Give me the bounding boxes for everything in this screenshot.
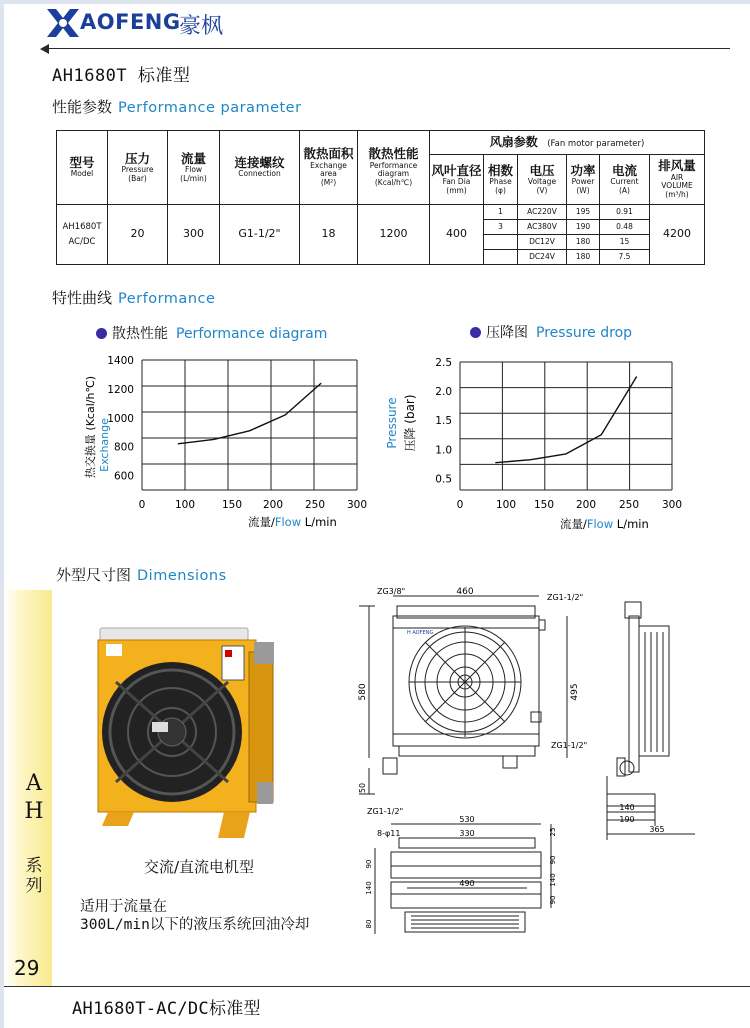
header-voltage: 电压 Voltage (V) (518, 155, 567, 205)
chart-title-cn: 散热性能 (112, 326, 168, 342)
cell-power: 190 (567, 220, 600, 235)
dim-port-top: ZG3/8" (377, 587, 406, 596)
dimension-drawing (355, 582, 695, 942)
bullet-icon (470, 327, 481, 338)
top-band (0, 0, 750, 4)
cell-power: 180 (567, 235, 600, 250)
bullet-icon (96, 328, 107, 339)
section-heading-cn: 特性曲线 (52, 289, 113, 307)
dim-90a: 90 (549, 855, 557, 865)
x-axis-label (560, 517, 649, 531)
header-rule (46, 48, 730, 49)
cell-voltage: AC380V (518, 220, 567, 235)
cell-voltage: DC12V (518, 235, 567, 250)
y-axis-label-en: Exchange (98, 418, 111, 472)
dim-port-bottom: ZG1-1/2" (367, 807, 404, 816)
cell-performance: 1200 (358, 205, 430, 265)
chart-title-en: Pressure drop (536, 325, 633, 341)
header-pressure: 压力 Pressure (Bar) (108, 131, 168, 205)
cell-power: 180 (567, 250, 600, 265)
section-heading-parameters (52, 96, 302, 117)
section-heading-en: Dimensions (137, 568, 227, 584)
cell-voltage: AC220V (518, 205, 567, 220)
chart-title-heat (96, 323, 327, 343)
dim-90l: 90 (365, 859, 373, 869)
footer-title: AH1680T-AC/DC标准型 (72, 999, 261, 1019)
dim-front-height: 495 (570, 683, 580, 701)
y-tick-label: 0.5 (435, 473, 452, 486)
cell-current: 7.5 (600, 250, 650, 265)
y-tick-label: 2.0 (435, 386, 452, 399)
section-heading-en: Performance parameter (118, 100, 302, 116)
dim-bottom: 50 (358, 782, 367, 794)
header-area: 散热面积 Exchange area (M²) (300, 131, 358, 205)
x-tick-label: 100 (495, 499, 517, 511)
dim-port-right-top: ZG1-1/2" (547, 593, 584, 602)
spec-table (56, 130, 705, 265)
dim-side-depth: 365 (649, 825, 665, 834)
dim-port-right-mid: ZG1-1/2" (551, 741, 588, 750)
cooler-product-image (94, 622, 284, 847)
series-letter-h: H (24, 799, 44, 824)
x-tick-label: 300 (346, 499, 368, 511)
dim-140: 140 (549, 873, 557, 887)
aofeng-logo-icon (44, 6, 82, 40)
series-line (495, 377, 636, 463)
x-tick-label: 100 (174, 499, 196, 511)
cell-fan-dia: 400 (430, 205, 484, 265)
cell-flow: 300 (168, 205, 220, 265)
cell-current: 0.48 (600, 220, 650, 235)
x-tick-label: 200 (575, 499, 597, 511)
header-power: 功率 Power (W) (567, 155, 600, 205)
header-phase: 相数 Phase (φ) (484, 155, 518, 205)
section-heading-dimensions (56, 564, 227, 585)
header-connection: 连接螺纹 Connection (220, 131, 300, 205)
cell-phase (484, 235, 518, 250)
x-tick-label: 250 (618, 499, 640, 511)
dim-outer-height: 580 (358, 683, 368, 701)
usage-note (80, 898, 309, 934)
dim-side-w1: 140 (619, 803, 635, 812)
section-heading-performance (52, 287, 215, 308)
x-axis-label-cn: 流量/ (560, 517, 587, 531)
y-tick-label: 800 (113, 441, 134, 454)
y-tick-label: 1.0 (435, 444, 452, 457)
y-tick-label: 1.5 (435, 415, 452, 428)
series-line (178, 383, 321, 444)
header-flow: 流量 Flow (L/min) (168, 131, 220, 205)
x-tick-label: 150 (533, 499, 555, 511)
cell-phase: 3 (484, 220, 518, 235)
y-axis-label-en: Pressure (385, 397, 399, 449)
footer-rule (4, 986, 750, 987)
y-tick-label: 1400 (107, 355, 134, 367)
x-axis-unit: L/min (613, 517, 649, 531)
header-fan-group: 风扇参数 (Fan motor parameter) (430, 131, 705, 155)
series-letter-a: A (26, 771, 42, 796)
y-tick-label: 1200 (107, 383, 134, 396)
x-axis-label-cn: 流量/ (248, 515, 275, 529)
section-heading-cn: 性能参数 (52, 98, 113, 116)
section-heading-en: Performance (118, 291, 216, 307)
header-performance: 散热性能 Performance diagram (Kcal/h℃) (358, 131, 430, 205)
cell-voltage: DC24V (518, 250, 567, 265)
usage-line-1: 适用于流量在 (80, 899, 167, 915)
header-fan-dia: 风叶直径 Fan Dia (mm) (430, 155, 484, 205)
x-axis-label (248, 515, 337, 529)
dim-bottom-inner: 490 (459, 879, 475, 888)
dim-140l: 140 (365, 881, 373, 895)
drawing-logo-label: H AOFENG (407, 630, 434, 636)
x-tick-label: 150 (221, 499, 243, 511)
chart-title-cn: 压降图 (486, 325, 528, 341)
dim-bottom-width: 530 (459, 815, 475, 824)
cell-current: 0.91 (600, 205, 650, 220)
y-axis-label-cn: 压降 (bar) (403, 394, 417, 452)
header-current: 电流 Current (A) (600, 155, 650, 205)
dim-80: 80 (365, 919, 373, 929)
x-tick-label: 300 (661, 499, 683, 511)
series-label (22, 856, 46, 896)
x-axis-unit: L/min (301, 515, 337, 529)
x-tick-label: 200 (262, 499, 284, 511)
page-number: 29 (14, 956, 40, 980)
cell-connection: G1-1/2" (220, 205, 300, 265)
dim-holes: 8-φ11 (377, 829, 401, 838)
heat-exchange-chart (80, 345, 380, 535)
section-heading-cn: 外型尺寸图 (56, 566, 132, 584)
header-arrow (40, 44, 49, 54)
y-tick-label: 1000 (107, 412, 134, 425)
y-axis-label-cn: 热交换量 (Kcal/h℃) (84, 375, 97, 479)
header-air-volume: 排风量 AIR VOLUME (m³/h) (650, 155, 705, 205)
chart-title-en: Performance diagram (176, 326, 328, 342)
x-tick-label: 250 (304, 499, 326, 511)
header-model: 型号 Model (57, 131, 108, 205)
dim-90b: 90 (549, 895, 557, 905)
y-tick-label: 2.5 (435, 357, 452, 369)
x-axis-label-en: Flow (274, 515, 302, 529)
cell-current: 15 (600, 235, 650, 250)
cell-area: 18 (300, 205, 358, 265)
cell-phase: 1 (484, 205, 518, 220)
series-char-2: 列 (25, 876, 43, 896)
pressure-drop-chart (380, 345, 690, 535)
y-tick-label: 600 (113, 470, 134, 483)
cell-air-volume: 4200 (650, 205, 705, 265)
dim-hole-span: 330 (459, 829, 475, 838)
cell-power: 195 (567, 205, 600, 220)
cell-pressure: 20 (108, 205, 168, 265)
dim-25: 25 (549, 827, 557, 837)
dim-front-width: 460 (456, 587, 474, 597)
x-tick-label: 0 (456, 499, 464, 511)
series-char-1: 系 (25, 856, 43, 876)
usage-line-2: 300L/min以下的液压系统回油冷却 (80, 917, 310, 933)
model-title: AH1680T 标准型 (52, 66, 191, 86)
series-code (22, 770, 46, 826)
x-axis-label-en: Flow (586, 517, 614, 531)
brand-name: AOFENG (80, 10, 181, 34)
cell-phase (484, 250, 518, 265)
product-caption: 交流/直流电机型 (144, 858, 255, 876)
brand-name-cn: 豪枫 (179, 14, 224, 39)
dim-side-w2: 190 (619, 815, 635, 824)
chart-title-pressure (470, 322, 632, 342)
cell-model: AH1680T AC/DC (57, 205, 108, 265)
x-tick-label: 0 (138, 499, 146, 511)
